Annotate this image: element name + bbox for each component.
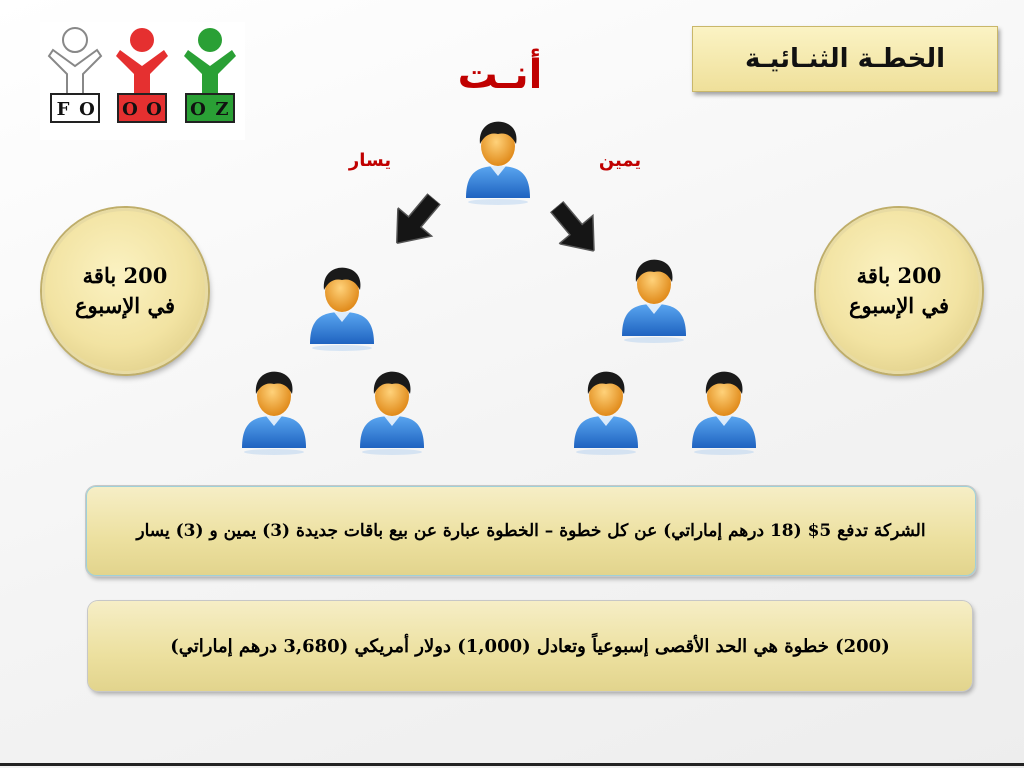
- left-weekly-packages-circle: [42, 208, 208, 374]
- circle-right-line2: في الإسبوع: [849, 293, 949, 318]
- person-left-level2b-icon: [356, 364, 428, 456]
- person-right-level2a-icon: [570, 364, 642, 456]
- payment-info-box: [86, 486, 976, 576]
- logo-figure-white-icon: [45, 22, 105, 140]
- bottom-divider: [0, 763, 1024, 766]
- max-steps-info-box: [88, 601, 972, 691]
- arrow-down-right-icon: [540, 185, 620, 265]
- person-right-level1-icon: [618, 252, 690, 344]
- right-weekly-packages-circle: [816, 208, 982, 374]
- company-logo: [40, 22, 245, 140]
- slide-title: الخطـة الثنـائيـة: [692, 26, 998, 92]
- logo-letter: O: [146, 99, 162, 120]
- max-steps-info-text: (200) خطوة هي الحد الأقصى إسبوعياً وتعادل (1,000) دولار أمريكي (3,680 درهم إماراتي): [170, 635, 890, 657]
- person-left-level1-icon: [306, 260, 378, 352]
- payment-info-text: الشركة تدفع 5$ (18 درهم إماراتي) عن كل خطوة – الخطوة عبارة عن بيع باقات جديدة (3) يمين و (3) يسار: [136, 521, 926, 541]
- circle-left-line2: في الإسبوع: [75, 293, 175, 318]
- right-label: يمين: [598, 150, 642, 171]
- circle-right-line1: 200 باقة: [856, 263, 942, 288]
- circle-left-line1: 200 باقة: [82, 263, 168, 288]
- person-right-level2b-icon: [688, 364, 760, 456]
- logo-letter: O: [122, 99, 138, 120]
- you-label: أنـت: [457, 52, 543, 98]
- logo-figure-red-icon: [112, 22, 172, 140]
- person-left-level2a-icon: [238, 364, 310, 456]
- left-label: يسار: [348, 150, 392, 171]
- logo-letter: O: [190, 99, 206, 120]
- logo-letter: F: [56, 99, 70, 120]
- logo-figure-green-icon: [180, 22, 240, 140]
- person-you-icon: [462, 114, 534, 206]
- logo-letter: O: [79, 99, 95, 120]
- logo-letter: Z: [215, 99, 229, 120]
- arrow-down-left-icon: [380, 185, 460, 265]
